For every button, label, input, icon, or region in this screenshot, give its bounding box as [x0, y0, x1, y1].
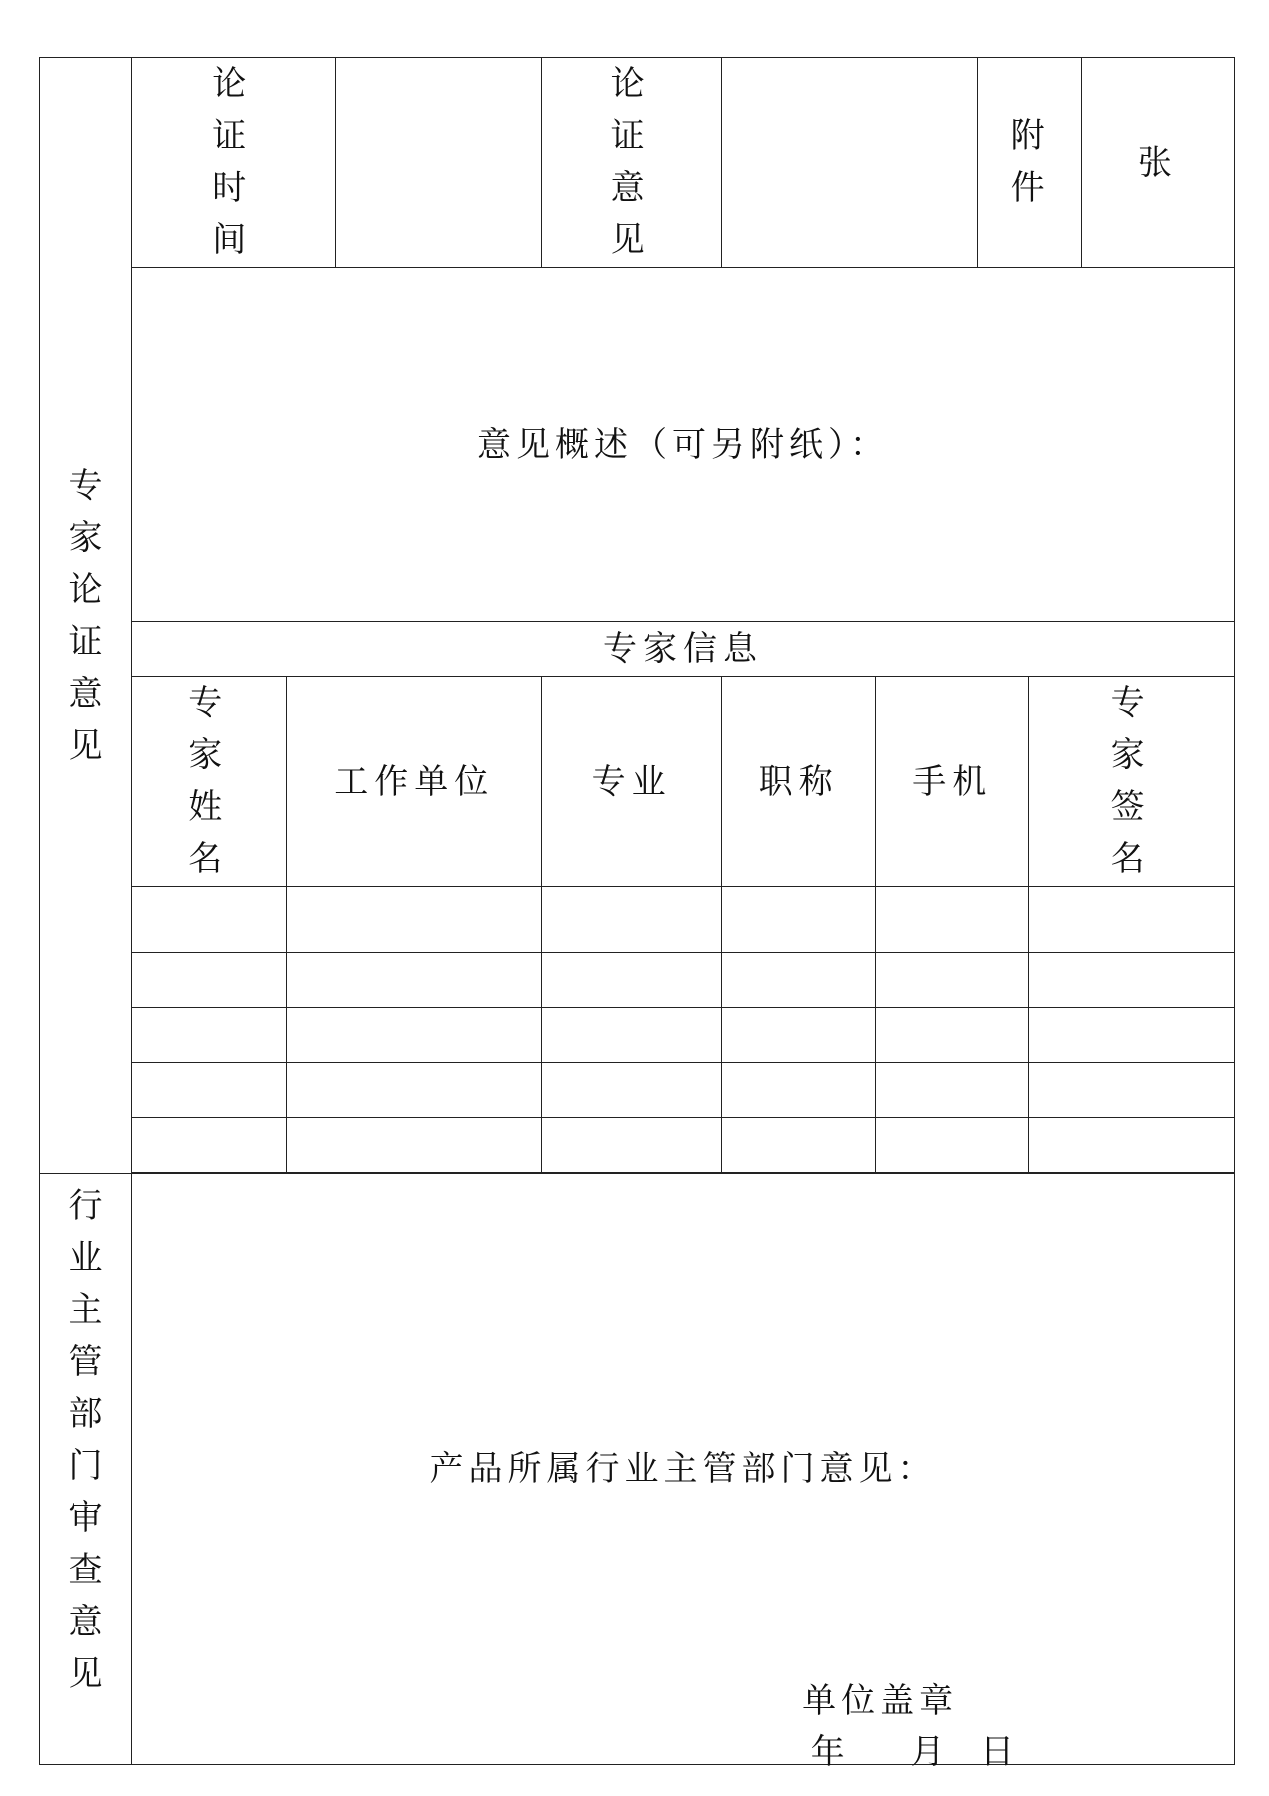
col-header-work-unit: 工作单位 [287, 677, 542, 887]
title-cell[interactable] [722, 1008, 876, 1063]
review-time-field[interactable] [335, 58, 542, 268]
signature-cell[interactable] [1029, 887, 1235, 953]
phone-cell[interactable] [876, 1008, 1029, 1063]
review-time-label-cell [132, 58, 335, 268]
expert-info-label-cell [132, 622, 1235, 677]
signature-cell[interactable] [1029, 1008, 1235, 1063]
specialty-cell[interactable] [542, 1063, 722, 1118]
title-cell[interactable] [722, 953, 876, 1008]
col-header-expert-name [132, 677, 287, 887]
seal-label: 单位盖章 [802, 1681, 959, 1721]
expert-name-cell[interactable] [132, 953, 287, 1008]
title-cell[interactable] [722, 1063, 876, 1118]
phone-cell[interactable] [876, 1063, 1029, 1118]
expert-section-label: 专家论证意见 [68, 465, 103, 766]
work-unit-cell[interactable] [287, 887, 542, 953]
title-cell[interactable] [722, 1118, 876, 1173]
col-header-specialty: 专业 [542, 677, 722, 887]
attachment-label: 附件 [1010, 116, 1051, 208]
phone-cell[interactable] [876, 1118, 1029, 1173]
review-form [39, 57, 1235, 1772]
signature-cell[interactable] [1029, 1063, 1235, 1118]
opinion-summary-field[interactable] [132, 268, 1235, 622]
expert-name-cell[interactable] [132, 887, 287, 953]
expert-row-meta [40, 58, 1235, 268]
phone-cell[interactable] [876, 887, 1029, 953]
industry-opinion-label: 产品所属行业主管部门意见： [429, 1449, 937, 1489]
table-row [40, 1118, 1235, 1173]
expert-name-cell[interactable] [132, 1008, 287, 1063]
expert-name-cell[interactable] [132, 1118, 287, 1173]
work-unit-cell[interactable] [287, 1063, 542, 1118]
expert-row-info-heading [40, 622, 1235, 677]
expert-section-label-cell [40, 58, 132, 1174]
col-header-expert-name-text: 专家姓名 [188, 683, 231, 879]
attachment-label-cell [977, 58, 1081, 268]
title-cell[interactable] [722, 887, 876, 953]
col-header-title: 职称 [722, 677, 876, 887]
date-line [780, 1725, 1019, 1779]
expert-name-cell[interactable] [132, 1063, 287, 1118]
signature-cell[interactable] [1029, 1118, 1235, 1173]
phone-cell[interactable] [876, 953, 1029, 1008]
work-unit-cell[interactable] [287, 1008, 542, 1063]
expert-row-summary [40, 268, 1235, 622]
day-label: 日 [980, 1732, 1020, 1772]
industry-section-label-cell [40, 1174, 132, 1765]
specialty-cell[interactable] [542, 1118, 722, 1173]
review-opinion-label-cell [542, 58, 722, 268]
opinion-summary-label: 意见概述（可另附纸）： [477, 424, 890, 465]
review-time-label: 论证时间 [212, 64, 255, 260]
table-row [40, 887, 1235, 953]
table-row [40, 1063, 1235, 1118]
specialty-cell[interactable] [542, 887, 722, 953]
table-row [40, 953, 1235, 1008]
col-header-signature [1029, 677, 1235, 887]
expert-table-header [40, 677, 1235, 887]
signature-cell[interactable] [1029, 953, 1235, 1008]
month-label: 月 [910, 1732, 950, 1772]
table-row [40, 1008, 1235, 1063]
specialty-cell[interactable] [542, 1008, 722, 1063]
form-table [39, 57, 1235, 1772]
industry-row [40, 1174, 1235, 1765]
industry-section-label: 行业主管部门审查意见 [68, 1186, 103, 1694]
review-opinion-field[interactable] [722, 58, 978, 268]
industry-opinion-field[interactable] [132, 1174, 1235, 1772]
specialty-cell[interactable] [542, 953, 722, 1008]
attachment-count-field[interactable] [1081, 58, 1234, 268]
col-header-signature-text: 专家签名 [1110, 683, 1153, 879]
year-label: 年 [810, 1732, 850, 1772]
expert-info-label: 专家信息 [603, 629, 764, 669]
work-unit-cell[interactable] [287, 953, 542, 1008]
work-unit-cell[interactable] [287, 1118, 542, 1173]
attachment-unit: 张 [1137, 142, 1178, 183]
review-opinion-label: 论证意见 [610, 64, 653, 260]
col-header-phone: 手机 [876, 677, 1029, 887]
